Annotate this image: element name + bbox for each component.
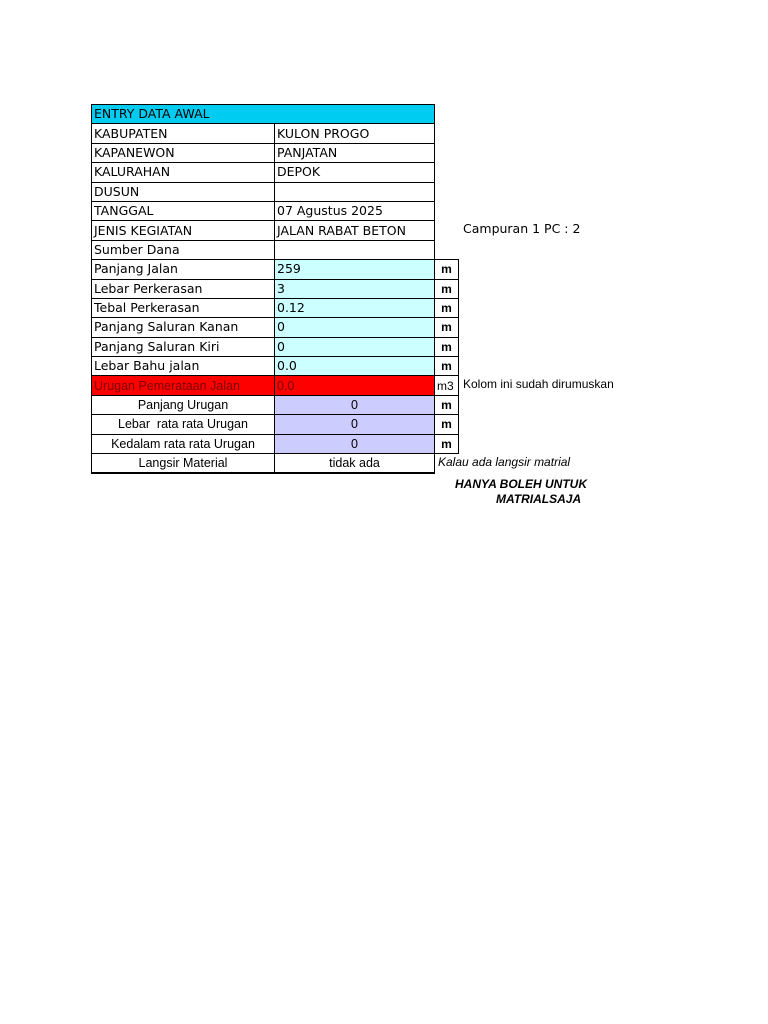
value-cell[interactable]: 0 <box>275 395 435 414</box>
unit-cell: m <box>435 434 459 453</box>
warning-line-2: MATRIALSAJA <box>496 492 582 506</box>
row-bahu-jalan <box>92 357 459 376</box>
label-cell[interactable]: KALURAHAN <box>92 163 275 182</box>
label-cell[interactable]: KAPANEWON <box>92 143 275 162</box>
value-cell[interactable]: tidak ada <box>275 454 435 474</box>
row-saluran-kanan <box>92 318 459 337</box>
row-panjang-urugan <box>92 395 459 414</box>
unit-cell: m <box>435 337 459 356</box>
label-cell[interactable]: Sumber Dana <box>92 240 275 259</box>
value-cell[interactable]: 0 <box>275 415 435 434</box>
label-cell[interactable]: Lebar rata rata Urugan <box>92 415 275 434</box>
row-kalurahan <box>92 163 459 182</box>
entry-data-table <box>91 104 459 474</box>
label-cell[interactable]: Panjang Saluran Kanan <box>92 318 275 337</box>
header-cell[interactable]: ENTRY DATA AWAL <box>92 105 435 124</box>
header-row <box>92 105 459 124</box>
value-cell[interactable]: 259 <box>275 260 435 279</box>
row-sumber-dana <box>92 240 459 259</box>
label-cell[interactable]: KABUPATEN <box>92 124 275 143</box>
label-cell[interactable]: Lebar Bahu jalan <box>92 357 275 376</box>
value-cell[interactable]: KULON PROGO <box>275 124 435 143</box>
row-tanggal <box>92 201 459 220</box>
label-cell[interactable]: Lebar Perkerasan <box>92 279 275 298</box>
unit-cell: m <box>435 395 459 414</box>
unit-cell: m3 <box>435 376 459 395</box>
row-lebar-urugan <box>92 415 459 434</box>
value-cell[interactable] <box>275 182 435 201</box>
row-dusun <box>92 182 459 201</box>
label-cell[interactable]: TANGGAL <box>92 201 275 220</box>
label-cell[interactable]: Panjang Saluran Kiri <box>92 337 275 356</box>
row-jenis-kegiatan <box>92 221 459 240</box>
unit-cell: m <box>435 260 459 279</box>
value-cell[interactable]: 07 Agustus 2025 <box>275 201 435 220</box>
langsir-note: Kalau ada langsir matrial <box>438 455 571 469</box>
row-panjang-jalan <box>92 260 459 279</box>
label-cell[interactable]: Panjang Jalan <box>92 260 275 279</box>
value-cell[interactable]: DEPOK <box>275 163 435 182</box>
value-cell[interactable]: 0.0 <box>275 376 435 395</box>
row-urugan <box>92 376 459 395</box>
value-cell[interactable]: 0.12 <box>275 298 435 317</box>
label-cell[interactable]: Panjang Urugan <box>92 395 275 414</box>
value-cell[interactable]: 0 <box>275 434 435 453</box>
row-kabupaten <box>92 124 459 143</box>
row-tebal-perkerasan <box>92 298 459 317</box>
label-cell[interactable]: Langsir Material <box>92 454 275 474</box>
row-lebar-perkerasan <box>92 279 459 298</box>
row-kedalam-urugan <box>92 434 459 453</box>
unit-cell: m <box>435 298 459 317</box>
urugan-note: Kolom ini sudah dirumuskan <box>463 377 614 391</box>
label-cell[interactable]: JENIS KEGIATAN <box>92 221 275 240</box>
value-cell[interactable]: 3 <box>275 279 435 298</box>
unit-cell: m <box>435 415 459 434</box>
value-cell[interactable] <box>275 240 435 259</box>
value-cell[interactable]: 0.0 <box>275 357 435 376</box>
label-cell[interactable]: Urugan Pemerataan Jalan <box>92 376 275 395</box>
row-saluran-kiri <box>92 337 459 356</box>
row-kapanewon <box>92 143 459 162</box>
label-cell[interactable]: Kedalam rata rata Urugan <box>92 434 275 453</box>
row-langsir <box>92 454 459 474</box>
label-cell[interactable]: Tebal Perkerasan <box>92 298 275 317</box>
unit-cell: m <box>435 318 459 337</box>
value-cell[interactable]: PANJATAN <box>275 143 435 162</box>
label-cell[interactable]: DUSUN <box>92 182 275 201</box>
unit-cell: m <box>435 279 459 298</box>
campuran-note: Campuran 1 PC : 2 <box>463 221 581 236</box>
value-cell[interactable]: 0 <box>275 337 435 356</box>
value-cell[interactable]: JALAN RABAT BETON <box>275 221 435 240</box>
value-cell[interactable]: 0 <box>275 318 435 337</box>
unit-cell: m <box>435 357 459 376</box>
warning-line-1: HANYA BOLEH UNTUK <box>455 477 587 491</box>
